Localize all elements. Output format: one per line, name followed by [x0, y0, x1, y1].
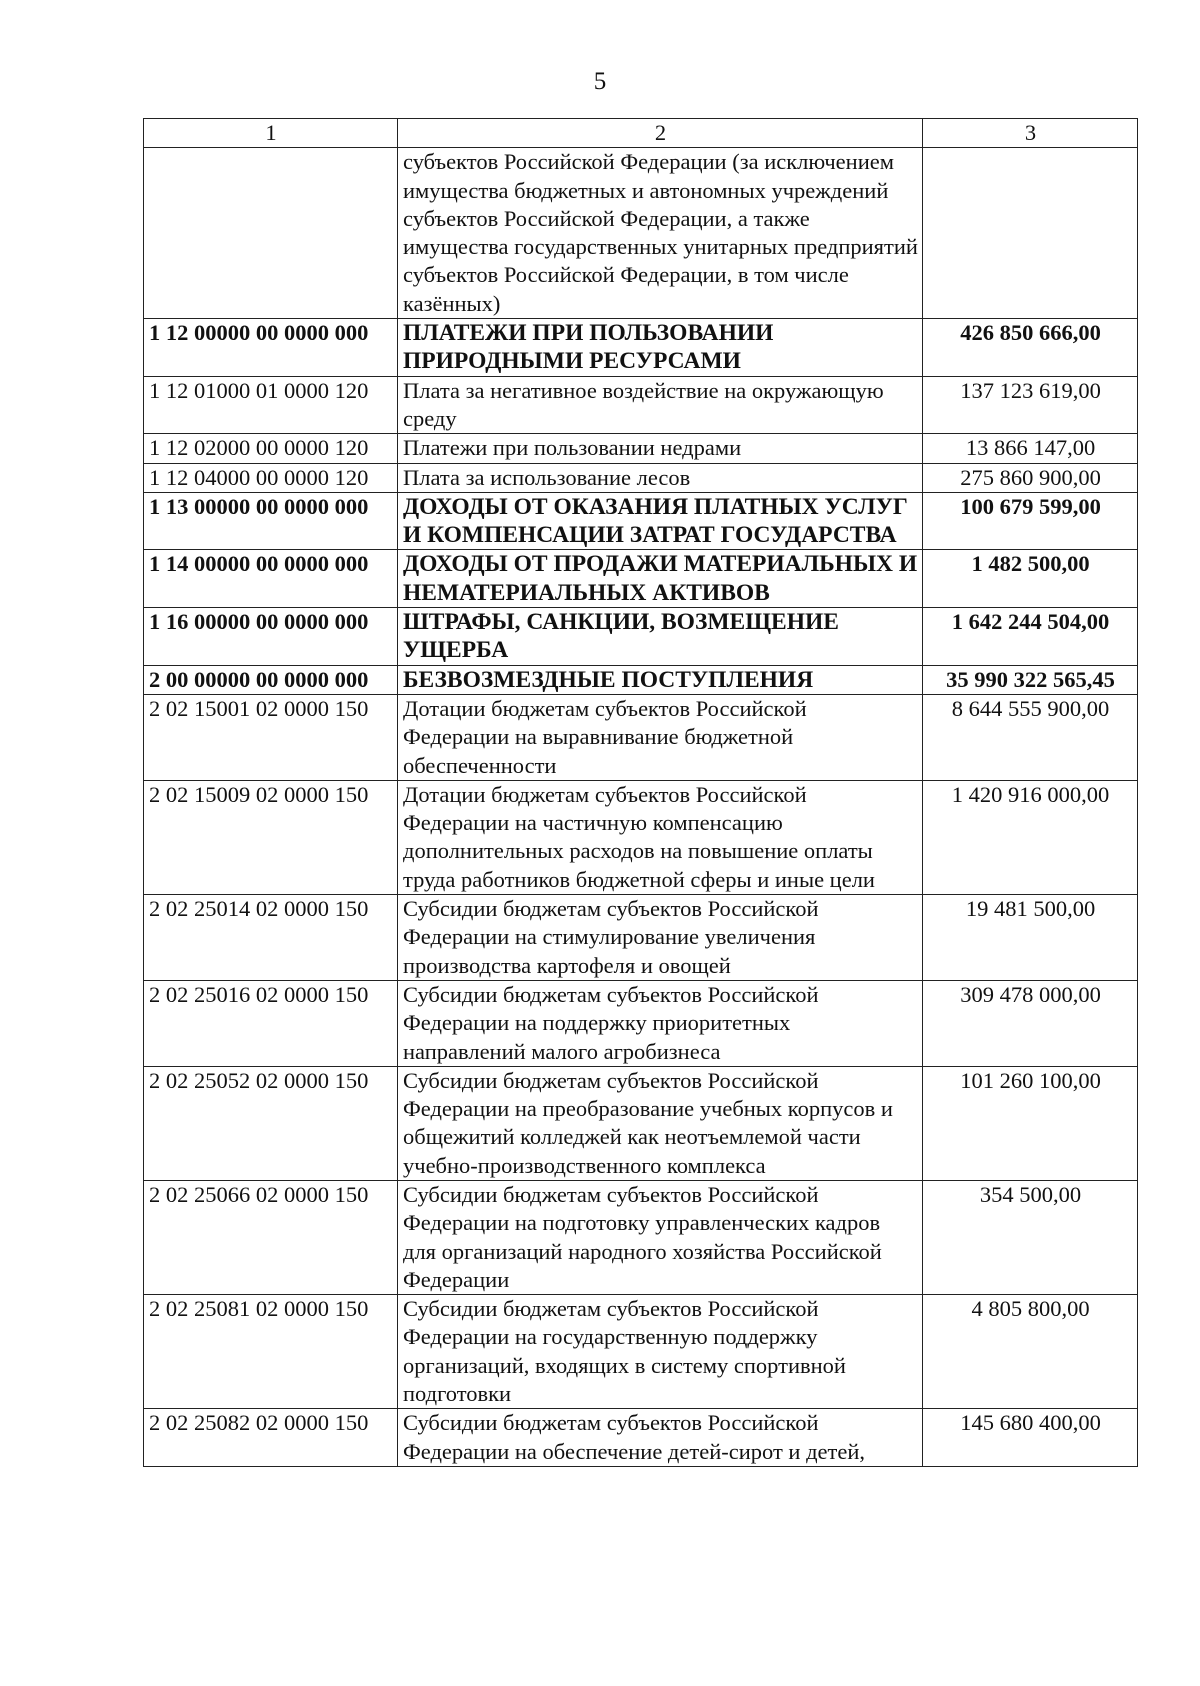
- table-row: [144, 376, 1138, 434]
- amount-cell: 1 420 916 000,00: [923, 780, 1138, 894]
- budget-code-cell: 2 02 25066 02 0000 150: [144, 1180, 398, 1294]
- amount-cell: 100 679 599,00: [923, 492, 1138, 550]
- budget-code-cell: 2 02 25014 02 0000 150: [144, 895, 398, 981]
- page-number: 5: [593, 68, 607, 95]
- budget-code-cell: 1 12 02000 00 0000 120: [144, 434, 398, 463]
- table-row: [144, 492, 1138, 550]
- revenue-name-cell: Субсидии бюджетам субъектов Российской Федерации на подготовку управленческих кадров для организаций народного хозяйства Российской Федерации: [398, 1180, 923, 1294]
- table-row: [144, 148, 1138, 319]
- table-row: [144, 463, 1138, 492]
- table-row: [144, 665, 1138, 694]
- amount-cell: 275 860 900,00: [923, 463, 1138, 492]
- amount-cell: 354 500,00: [923, 1180, 1138, 1294]
- budget-code-cell: [144, 148, 398, 319]
- revenue-name-cell: ПЛАТЕЖИ ПРИ ПОЛЬЗОВАНИИ ПРИРОДНЫМИ РЕСУРСАМИ: [398, 319, 923, 377]
- amount-cell: [923, 148, 1138, 319]
- budget-code-cell: 1 12 00000 00 0000 000: [144, 319, 398, 377]
- amount-cell: 19 481 500,00: [923, 895, 1138, 981]
- budget-code-cell: 1 13 00000 00 0000 000: [144, 492, 398, 550]
- amount-cell: 1 482 500,00: [923, 550, 1138, 608]
- amount-cell: 309 478 000,00: [923, 980, 1138, 1066]
- revenue-name-cell: БЕЗВОЗМЕЗДНЫЕ ПОСТУПЛЕНИЯ: [398, 665, 923, 694]
- revenue-name-cell: Субсидии бюджетам субъектов Российской Федерации на государственную поддержку организаций, входящих в систему спортивной подготовки: [398, 1295, 923, 1409]
- budget-code-cell: 2 02 25052 02 0000 150: [144, 1066, 398, 1180]
- budget-code-cell: 2 02 25016 02 0000 150: [144, 980, 398, 1066]
- column-header-amount: 3: [923, 119, 1138, 148]
- table-row: [144, 980, 1138, 1066]
- revenue-name-cell: субъектов Российской Федерации (за исключением имущества бюджетных и автономных учреждений субъектов Российской Федерации, а также имущества государственных унитарных предприятий субъектов Российской Федерации, в том числе казённых): [398, 148, 923, 319]
- amount-cell: 101 260 100,00: [923, 1066, 1138, 1180]
- revenue-name-cell: Субсидии бюджетам субъектов Российской Федерации на преобразование учебных корпусов и общежитий колледжей как неотъемлемой части учебно-производственного комплекса: [398, 1066, 923, 1180]
- table-row: [144, 780, 1138, 894]
- budget-code-cell: 1 14 00000 00 0000 000: [144, 550, 398, 608]
- budget-code-cell: 1 12 01000 01 0000 120: [144, 376, 398, 434]
- table-row: [144, 1180, 1138, 1294]
- revenue-name-cell: Плата за негативное воздействие на окружающую среду: [398, 376, 923, 434]
- revenue-name-cell: Дотации бюджетам субъектов Российской Федерации на выравнивание бюджетной обеспеченности: [398, 694, 923, 780]
- revenue-name-cell: Плата за использование лесов: [398, 463, 923, 492]
- revenue-name-cell: Субсидии бюджетам субъектов Российской Федерации на обеспечение детей-сирот и детей,: [398, 1409, 923, 1467]
- revenue-name-cell: ДОХОДЫ ОТ ОКАЗАНИЯ ПЛАТНЫХ УСЛУГ И КОМПЕНСАЦИИ ЗАТРАТ ГОСУДАРСТВА: [398, 492, 923, 550]
- table-row: [144, 550, 1138, 608]
- amount-cell: 4 805 800,00: [923, 1295, 1138, 1409]
- amount-cell: 8 644 555 900,00: [923, 694, 1138, 780]
- budget-code-cell: 2 02 15009 02 0000 150: [144, 780, 398, 894]
- budget-code-cell: 1 16 00000 00 0000 000: [144, 608, 398, 666]
- amount-cell: 137 123 619,00: [923, 376, 1138, 434]
- revenue-name-cell: ДОХОДЫ ОТ ПРОДАЖИ МАТЕРИАЛЬНЫХ И НЕМАТЕРИАЛЬНЫХ АКТИВОВ: [398, 550, 923, 608]
- revenue-name-cell: Дотации бюджетам субъектов Российской Федерации на частичную компенсацию дополнительных расходов на повышение оплаты труда работников бюджетной сферы и иные цели: [398, 780, 923, 894]
- revenue-table: [143, 118, 1138, 1467]
- column-header-name: 2: [398, 119, 923, 148]
- table-row: [144, 895, 1138, 981]
- budget-code-cell: 2 02 25081 02 0000 150: [144, 1295, 398, 1409]
- table-row: [144, 608, 1138, 666]
- table-row: [144, 1409, 1138, 1467]
- revenue-name-cell: Платежи при пользовании недрами: [398, 434, 923, 463]
- column-header-code: 1: [144, 119, 398, 148]
- budget-code-cell: 2 02 25082 02 0000 150: [144, 1409, 398, 1467]
- table-row: [144, 1066, 1138, 1180]
- amount-cell: 426 850 666,00: [923, 319, 1138, 377]
- amount-cell: 13 866 147,00: [923, 434, 1138, 463]
- revenue-name-cell: Субсидии бюджетам субъектов Российской Федерации на стимулирование увеличения производства картофеля и овощей: [398, 895, 923, 981]
- table-row: [144, 434, 1138, 463]
- revenue-name-cell: Субсидии бюджетам субъектов Российской Федерации на поддержку приоритетных направлений малого агробизнеса: [398, 980, 923, 1066]
- table-row: [144, 1295, 1138, 1409]
- table-row: [144, 319, 1138, 377]
- budget-code-cell: 2 00 00000 00 0000 000: [144, 665, 398, 694]
- revenue-name-cell: ШТРАФЫ, САНКЦИИ, ВОЗМЕЩЕНИЕ УЩЕРБА: [398, 608, 923, 666]
- amount-cell: 1 642 244 504,00: [923, 608, 1138, 666]
- table-row: [144, 694, 1138, 780]
- budget-code-cell: 2 02 15001 02 0000 150: [144, 694, 398, 780]
- amount-cell: 145 680 400,00: [923, 1409, 1138, 1467]
- budget-code-cell: 1 12 04000 00 0000 120: [144, 463, 398, 492]
- revenue-table-body: [144, 119, 1138, 1467]
- table-header-row: [144, 119, 1138, 148]
- amount-cell: 35 990 322 565,45: [923, 665, 1138, 694]
